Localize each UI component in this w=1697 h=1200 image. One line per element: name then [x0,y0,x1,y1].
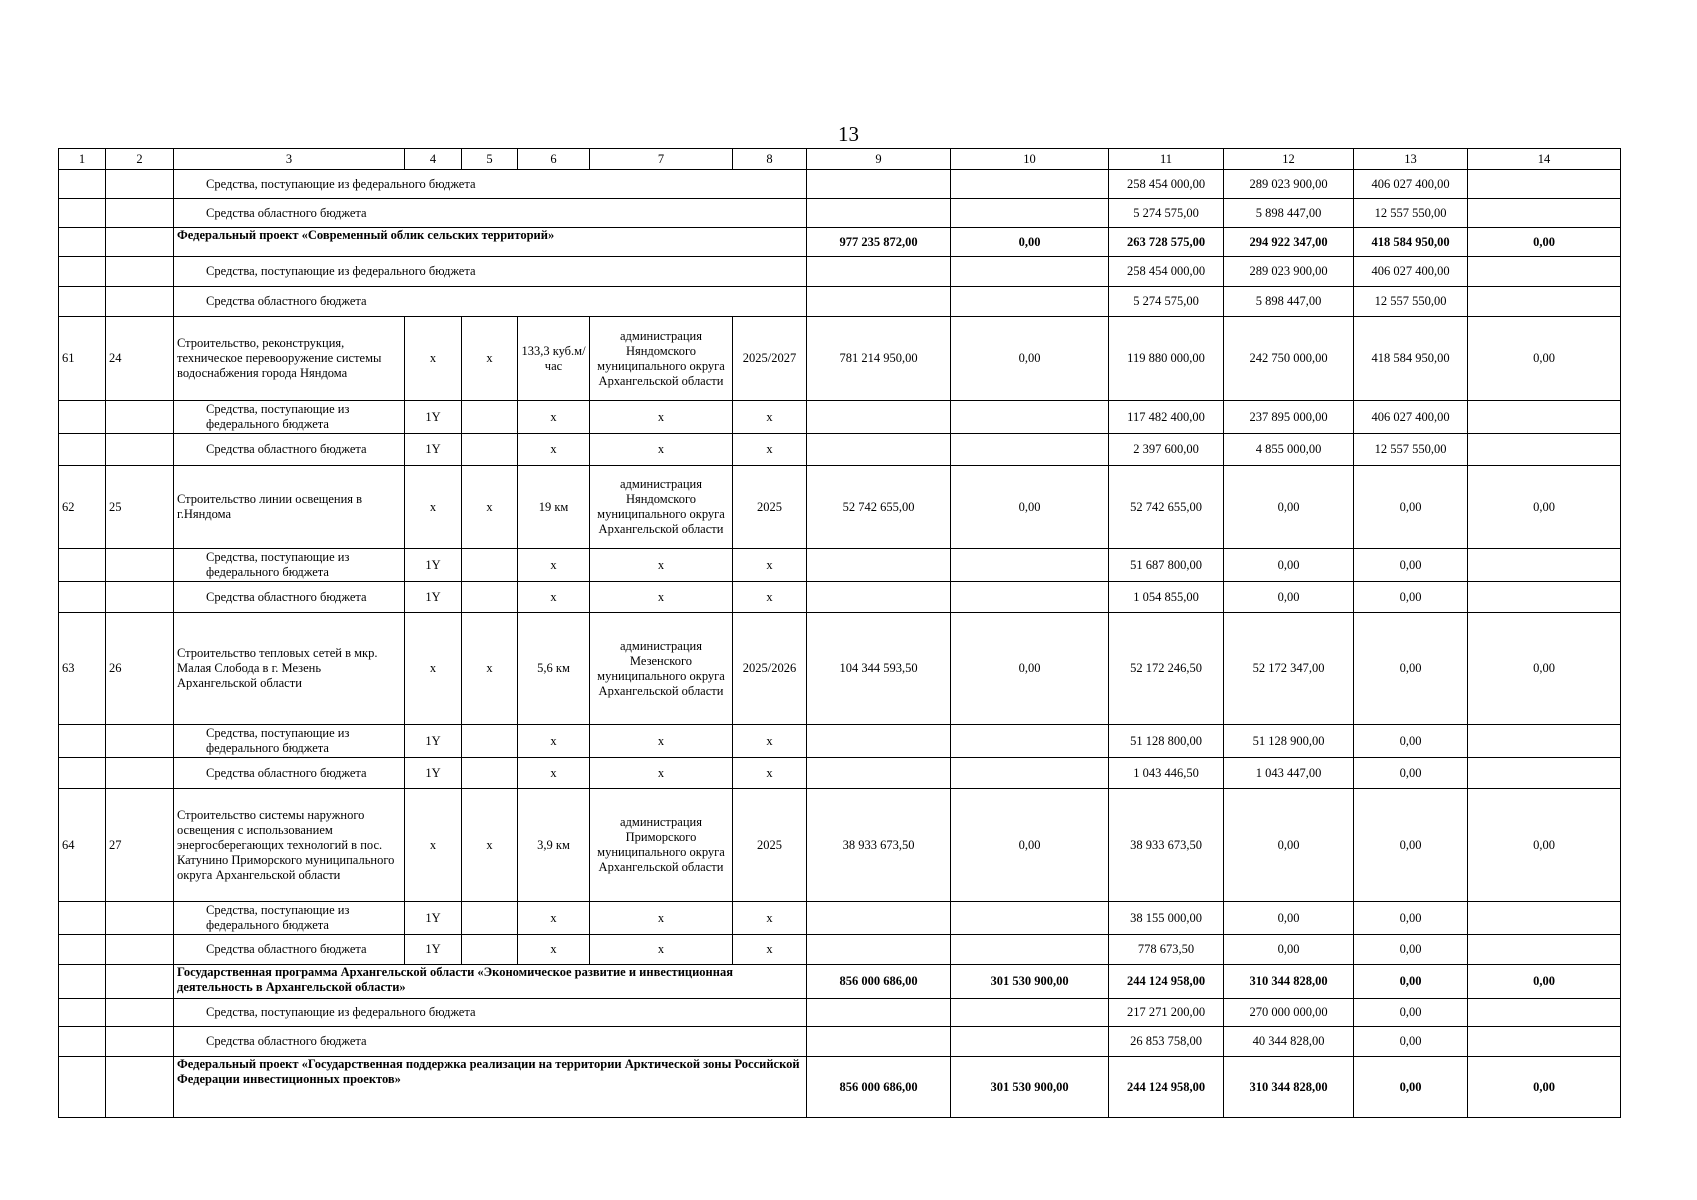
value-cell: 2 397 600,00 [1109,434,1224,466]
header-cell: 14 [1468,149,1621,170]
value-cell: 263 728 575,00 [1109,228,1224,257]
capacity: 5,6 км [518,613,590,725]
source-label: Средства областного бюджета [174,199,807,228]
value-cell: 0,00 [1224,789,1354,902]
value-cell: 0,00 [1354,466,1468,549]
value-cell: 0,00 [1224,902,1354,935]
organization: администрация Няндомского муниципального округа Архангельской области [590,466,733,549]
table-row [59,199,1621,228]
row-number: 61 [59,317,106,401]
value-cell: 4 855 000,00 [1224,434,1354,466]
value-cell: 0,00 [1468,789,1621,902]
source-label: Средства областного бюджета [174,758,405,789]
table-row: Средства, поступающие из федерального бюджета 1Y х х х 117 482 400,00 237 895 000,00 406 027 400,00 [59,401,1621,434]
value-cell: 0,00 [951,317,1109,401]
value-cell: 289 023 900,00 [1224,170,1354,199]
object-name: Строительство линии освещения в г.Няндома [174,466,405,549]
value-cell: 117 482 400,00 [1109,401,1224,434]
value-cell: 0,00 [1468,466,1621,549]
value-cell: 0,00 [1354,582,1468,613]
value-cell: 244 124 958,00 [1109,965,1224,999]
header-cell: 6 [518,149,590,170]
value-cell: 5 274 575,00 [1109,199,1224,228]
value-cell: 1 054 855,00 [1109,582,1224,613]
table-row [59,999,1621,1027]
value-cell: 0,00 [951,466,1109,549]
budget-table [58,148,1621,1118]
source-label: Средства, поступающие из федерального бюджета [174,257,807,287]
value-cell: 237 895 000,00 [1224,401,1354,434]
row-subnumber: 25 [106,466,174,549]
value-cell: 977 235 872,00 [807,228,951,257]
value-cell: 294 922 347,00 [1224,228,1354,257]
value-cell: 0,00 [1354,549,1468,582]
table-row [59,228,1621,257]
table-row [59,965,1621,999]
value-cell: 5 898 447,00 [1224,287,1354,317]
value-cell: 0,00 [1468,613,1621,725]
value-cell: 104 344 593,50 [807,613,951,725]
value-cell: 5 274 575,00 [1109,287,1224,317]
capacity: 3,9 км [518,789,590,902]
program-title: Государственная программа Архангельской области «Экономическое развитие и инвестиционная деятельность в Архангельской области» [174,965,807,999]
value-cell: 406 027 400,00 [1354,170,1468,199]
value-cell: 0,00 [1354,1057,1468,1118]
value-cell: 0,00 [951,228,1109,257]
table-row: 62 25 Строительство линии освещения в г.Няндома х х 19 км администрация Няндомского муниципального округа Архангельской области 2025 52 742 655,00 0,00 52 742 655,00 0,00 0,00 0,00 [59,466,1621,549]
value-cell: 38 933 673,50 [807,789,951,902]
row-number: 62 [59,466,106,549]
value-cell: 5 898 447,00 [1224,199,1354,228]
value-cell: 38 155 000,00 [1109,902,1224,935]
value-cell: 289 023 900,00 [1224,257,1354,287]
value-cell: 52 742 655,00 [807,466,951,549]
project-title: Федеральный проект «Государственная поддержка реализации на территории Арктической зоны Российской Федерации инвестиционных проектов» [174,1057,807,1118]
table-row: 64 27 Строительство системы наружного освещения с использованием энергосберегающих технологий в пос. Катунино Приморского муниципального округа Архангельской области х х 3,9 км администрация Приморского муниципального округа Архангельской области 2025 38 933 673,50 0,00 38 933 673,50 0,00 0,00 0,00 [59,789,1621,902]
header-cell: 3 [174,149,405,170]
value-cell: 301 530 900,00 [951,1057,1109,1118]
header-row [59,149,1621,170]
table-row [59,257,1621,287]
row-subnumber: 26 [106,613,174,725]
header-cell: 1 [59,149,106,170]
value-cell: 1 043 447,00 [1224,758,1354,789]
value-cell: 0,00 [1468,228,1621,257]
years: 2025 [733,466,807,549]
source-label: Средства областного бюджета [174,434,405,466]
table-row [59,170,1621,199]
organization: администрация Мезенского муниципального округа Архангельской области [590,613,733,725]
header-cell: 5 [462,149,518,170]
table-row: Средства, поступающие из федерального бюджета 1Y х х х 51 128 800,00 51 128 900,00 0,00 [59,725,1621,758]
value-cell: 418 584 950,00 [1354,228,1468,257]
value-cell: 0,00 [1224,549,1354,582]
header-cell: 9 [807,149,951,170]
value-cell: 0,00 [1354,965,1468,999]
value-cell: 0,00 [1354,902,1468,935]
table-row: 63 26 Строительство тепловых сетей в мкр. Малая Слобода в г. Мезень Архангельской области х х 5,6 км администрация Мезенского муниципального округа Архангельской области 2025/2026 104 344 593,50 0,00 52 172 246,50 52 172 347,00 0,00 0,00 [59,613,1621,725]
value-cell: 51 128 800,00 [1109,725,1224,758]
table-row: Средства, поступающие из федерального бюджета 1Y х х х 38 155 000,00 0,00 0,00 [59,902,1621,935]
object-name: Строительство системы наружного освещения с использованием энергосберегающих технологий в пос. Катунино Приморского муниципального округа Архангельской области [174,789,405,902]
code-cell: 1Y [405,725,462,758]
value-cell: 310 344 828,00 [1224,965,1354,999]
object-name: Строительство тепловых сетей в мкр. Малая Слобода в г. Мезень Архангельской области [174,613,405,725]
row-subnumber: 27 [106,789,174,902]
capacity: 19 км [518,466,590,549]
header-cell: 12 [1224,149,1354,170]
header-cell: 8 [733,149,807,170]
value-cell: 0,00 [1224,582,1354,613]
value-cell: 856 000 686,00 [807,965,951,999]
row-number: 64 [59,789,106,902]
value-cell: 52 172 347,00 [1224,613,1354,725]
header-cell: 13 [1354,149,1468,170]
code-cell: 1Y [405,401,462,434]
value-cell: 0,00 [1354,935,1468,965]
value-cell: 0,00 [1224,466,1354,549]
header-cell: 10 [951,149,1109,170]
value-cell: 242 750 000,00 [1224,317,1354,401]
table-row [59,1027,1621,1057]
header-cell: 11 [1109,149,1224,170]
code-cell: 1Y [405,549,462,582]
organization: администрация Приморского муниципального округа Архангельской области [590,789,733,902]
value-cell: 26 853 758,00 [1109,1027,1224,1057]
value-cell: 0,00 [951,789,1109,902]
value-cell: 0,00 [1354,999,1468,1027]
source-label: Средства, поступающие из федерального бюджета [174,999,807,1027]
code-cell: 1Y [405,935,462,965]
table-row: Средства областного бюджета 1Y х х х 1 054 855,00 0,00 0,00 [59,582,1621,613]
value-cell: 12 557 550,00 [1354,287,1468,317]
row-subnumber: 24 [106,317,174,401]
value-cell: 51 128 900,00 [1224,725,1354,758]
value-cell: 52 742 655,00 [1109,466,1224,549]
value-cell: 0,00 [951,613,1109,725]
value-cell: 0,00 [1468,965,1621,999]
value-cell: 781 214 950,00 [807,317,951,401]
value-cell: 258 454 000,00 [1109,170,1224,199]
object-name: Строительство, реконструкция, техническое перевооружение системы водоснабжения города Няндома [174,317,405,401]
source-label: Средства, поступающие из федерального бюджета [174,401,405,434]
value-cell: 12 557 550,00 [1354,434,1468,466]
value-cell: 0,00 [1468,317,1621,401]
value-cell: 0,00 [1354,789,1468,902]
source-label: Средства областного бюджета [174,1027,807,1057]
value-cell: 0,00 [1468,1057,1621,1118]
code-cell: 1Y [405,758,462,789]
table-row: Средства областного бюджета 1Y х х х 778 673,50 0,00 0,00 [59,935,1621,965]
table-row: Средства областного бюджета 1Y х х х 1 043 446,50 1 043 447,00 0,00 [59,758,1621,789]
source-label: Средства, поступающие из федерального бюджета [174,170,807,199]
row-number: 63 [59,613,106,725]
source-label: Средства областного бюджета [174,935,405,965]
table-row: 61 24 Строительство, реконструкция, техническое перевооружение системы водоснабжения города Няндома х х 133,3 куб.м/час администрация Няндомского муниципального округа Архангельской области 2025/2027 781 214 950,00 0,00 119 880 000,00 242 750 000,00 418 584 950,00 0,00 [59,317,1621,401]
code-cell: 1Y [405,902,462,935]
value-cell: 0,00 [1354,758,1468,789]
years: 2025 [733,789,807,902]
value-cell: 418 584 950,00 [1354,317,1468,401]
organization: администрация Няндомского муниципального округа Архангельской области [590,317,733,401]
value-cell: 406 027 400,00 [1354,401,1468,434]
header-cell: 7 [590,149,733,170]
code-cell: 1Y [405,582,462,613]
value-cell: 12 557 550,00 [1354,199,1468,228]
project-title: Федеральный проект «Современный облик сельских территорий» [174,228,807,257]
source-label: Средства, поступающие из федерального бюджета [174,725,405,758]
years: 2025/2026 [733,613,807,725]
value-cell: 258 454 000,00 [1109,257,1224,287]
value-cell: 856 000 686,00 [807,1057,951,1118]
value-cell: 301 530 900,00 [951,965,1109,999]
capacity: 133,3 куб.м/час [518,317,590,401]
value-cell: 0,00 [1354,613,1468,725]
value-cell: 1 043 446,50 [1109,758,1224,789]
table-row [59,1057,1621,1118]
source-label: Средства областного бюджета [174,287,807,317]
source-label: Средства областного бюджета [174,582,405,613]
value-cell: 244 124 958,00 [1109,1057,1224,1118]
value-cell: 0,00 [1224,935,1354,965]
header-cell: 2 [106,149,174,170]
value-cell: 119 880 000,00 [1109,317,1224,401]
table-row [59,287,1621,317]
table-row: Средства, поступающие из федерального бюджета 1Y х х х 51 687 800,00 0,00 0,00 [59,549,1621,582]
value-cell: 52 172 246,50 [1109,613,1224,725]
header-cell: 4 [405,149,462,170]
value-cell: 406 027 400,00 [1354,257,1468,287]
value-cell: 778 673,50 [1109,935,1224,965]
table-row: Средства областного бюджета 1Y х х х 2 397 600,00 4 855 000,00 12 557 550,00 [59,434,1621,466]
source-label: Средства, поступающие из федерального бюджета [174,902,405,935]
code-cell: 1Y [405,434,462,466]
years: 2025/2027 [733,317,807,401]
value-cell: 0,00 [1354,1027,1468,1057]
value-cell: 217 271 200,00 [1109,999,1224,1027]
value-cell: 38 933 673,50 [1109,789,1224,902]
value-cell: 51 687 800,00 [1109,549,1224,582]
value-cell: 0,00 [1354,725,1468,758]
value-cell: 40 344 828,00 [1224,1027,1354,1057]
page-number: 13 [838,122,859,146]
value-cell: 270 000 000,00 [1224,999,1354,1027]
source-label: Средства, поступающие из федерального бюджета [174,549,405,582]
value-cell: 310 344 828,00 [1224,1057,1354,1118]
